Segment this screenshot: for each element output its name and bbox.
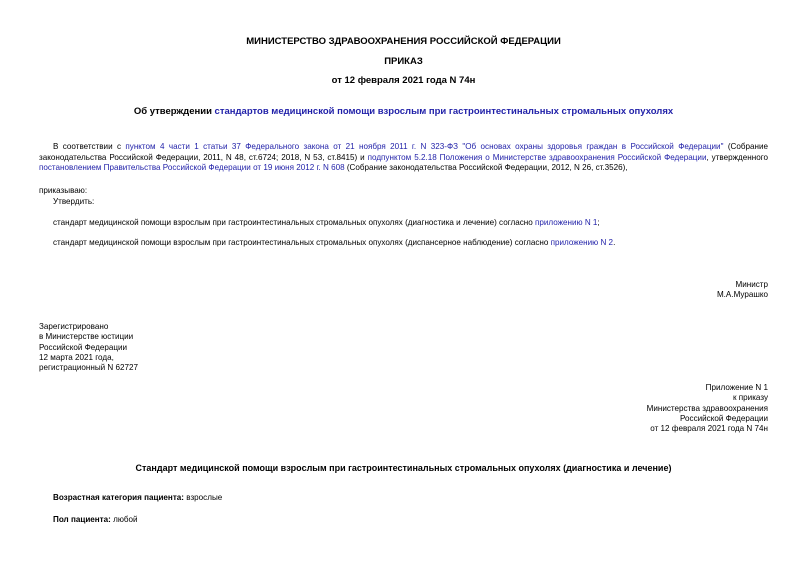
preamble-text-4: (Собрание законодательства Российской Федерации, 2012, N 26, ст.3526), — [344, 163, 628, 172]
registration-block — [39, 322, 138, 373]
order-date-number: от 12 февраля 2021 года N 74н — [331, 75, 476, 86]
signature-name: М.А.Мурашко — [716, 290, 768, 300]
registration-line: 12 марта 2021 года, — [39, 352, 114, 362]
preamble-text-1: В соответствии с — [53, 142, 126, 151]
preamble-text-3: , утвержденного — [706, 152, 768, 162]
appendix-line: Российской Федерации — [679, 413, 768, 423]
appendix-line: от 12 февраля 2021 года N 74н — [650, 424, 768, 434]
list-item — [53, 238, 615, 249]
field-label: Возрастная категория пациента: — [53, 493, 184, 502]
item-2-end: . — [613, 238, 616, 247]
appendix-line: Приложение N 1 — [705, 383, 768, 392]
signature-block — [717, 280, 768, 301]
law-323-link[interactable]: пунктом 4 части 1 статьи 37 Федерального закона от 21 ноября 2011 г. N 323-ФЗ "Об основах охраны здоровья граждан в Российской Федерации" — [125, 142, 724, 151]
field-value: взрослые — [184, 493, 223, 502]
order-word: приказываю: — [39, 186, 88, 195]
field-age-category — [53, 493, 222, 504]
registration-line: в Министерстве юстиции — [39, 332, 134, 342]
preamble-paragraph — [39, 142, 768, 174]
ministry-heading: МИНИСТЕРСТВО ЗДРАВООХРАНЕНИЯ РОССИЙСКОЙ ФЕДЕРАЦИИ — [246, 36, 561, 47]
item-1-end: ; — [597, 218, 600, 227]
order-heading: ПРИКАЗ — [384, 56, 423, 67]
item-2-text: стандарт медицинской помощи взрослым при гастроинтестинальных стромальных опухолях (диспансерное наблюдение) согласно — [53, 238, 551, 247]
preamble-text-2: (Собрание законодательства Российской Федерации, 2011, N 48, ст.6724; 2018, N 53, ст.8415) и — [39, 142, 768, 162]
item-1-text: стандарт медицинской помощи взрослым при гастроинтестинальных стромальных опухолях (диагностика и лечение) согласно — [53, 218, 535, 227]
appendix-block — [647, 383, 768, 434]
appendix-line: к приказу — [733, 393, 768, 403]
signature-position: Министр — [735, 280, 768, 289]
approve-word: Утвердить: — [53, 197, 95, 206]
list-item — [53, 218, 600, 229]
ministry-regulation-link[interactable]: подпунктом 5.2.18 Положения о Министерстве здравоохранения Российской Федерации — [367, 152, 707, 162]
registration-line: Российской Федерации — [39, 342, 128, 352]
field-value: любой — [110, 515, 138, 524]
order-title — [0, 106, 807, 117]
government-decree-link[interactable]: постановлением Правительства Российской Федерации от 19 июня 2012 г. N 608 — [39, 163, 345, 172]
appendix-1-link[interactable]: приложению N 1 — [534, 218, 598, 227]
field-label: Пол пациента: — [53, 515, 111, 524]
order-title-prefix: Об утверждении — [133, 106, 215, 117]
registration-line: Зарегистрировано — [39, 322, 109, 331]
field-patient-sex — [53, 515, 138, 526]
appendix-2-link[interactable]: приложению N 2 — [550, 238, 614, 247]
standards-link[interactable]: стандартов медицинской помощи взрослым при гастроинтестинальных стромальных опухолях — [214, 106, 674, 117]
appendix-line: Министерства здравоохранения — [646, 403, 768, 413]
standard-title: Стандарт медицинской помощи взрослым при гастроинтестинальных стромальных опухолях (диагностика и лечение) — [135, 463, 672, 473]
registration-line: регистрационный N 62727 — [39, 363, 139, 373]
